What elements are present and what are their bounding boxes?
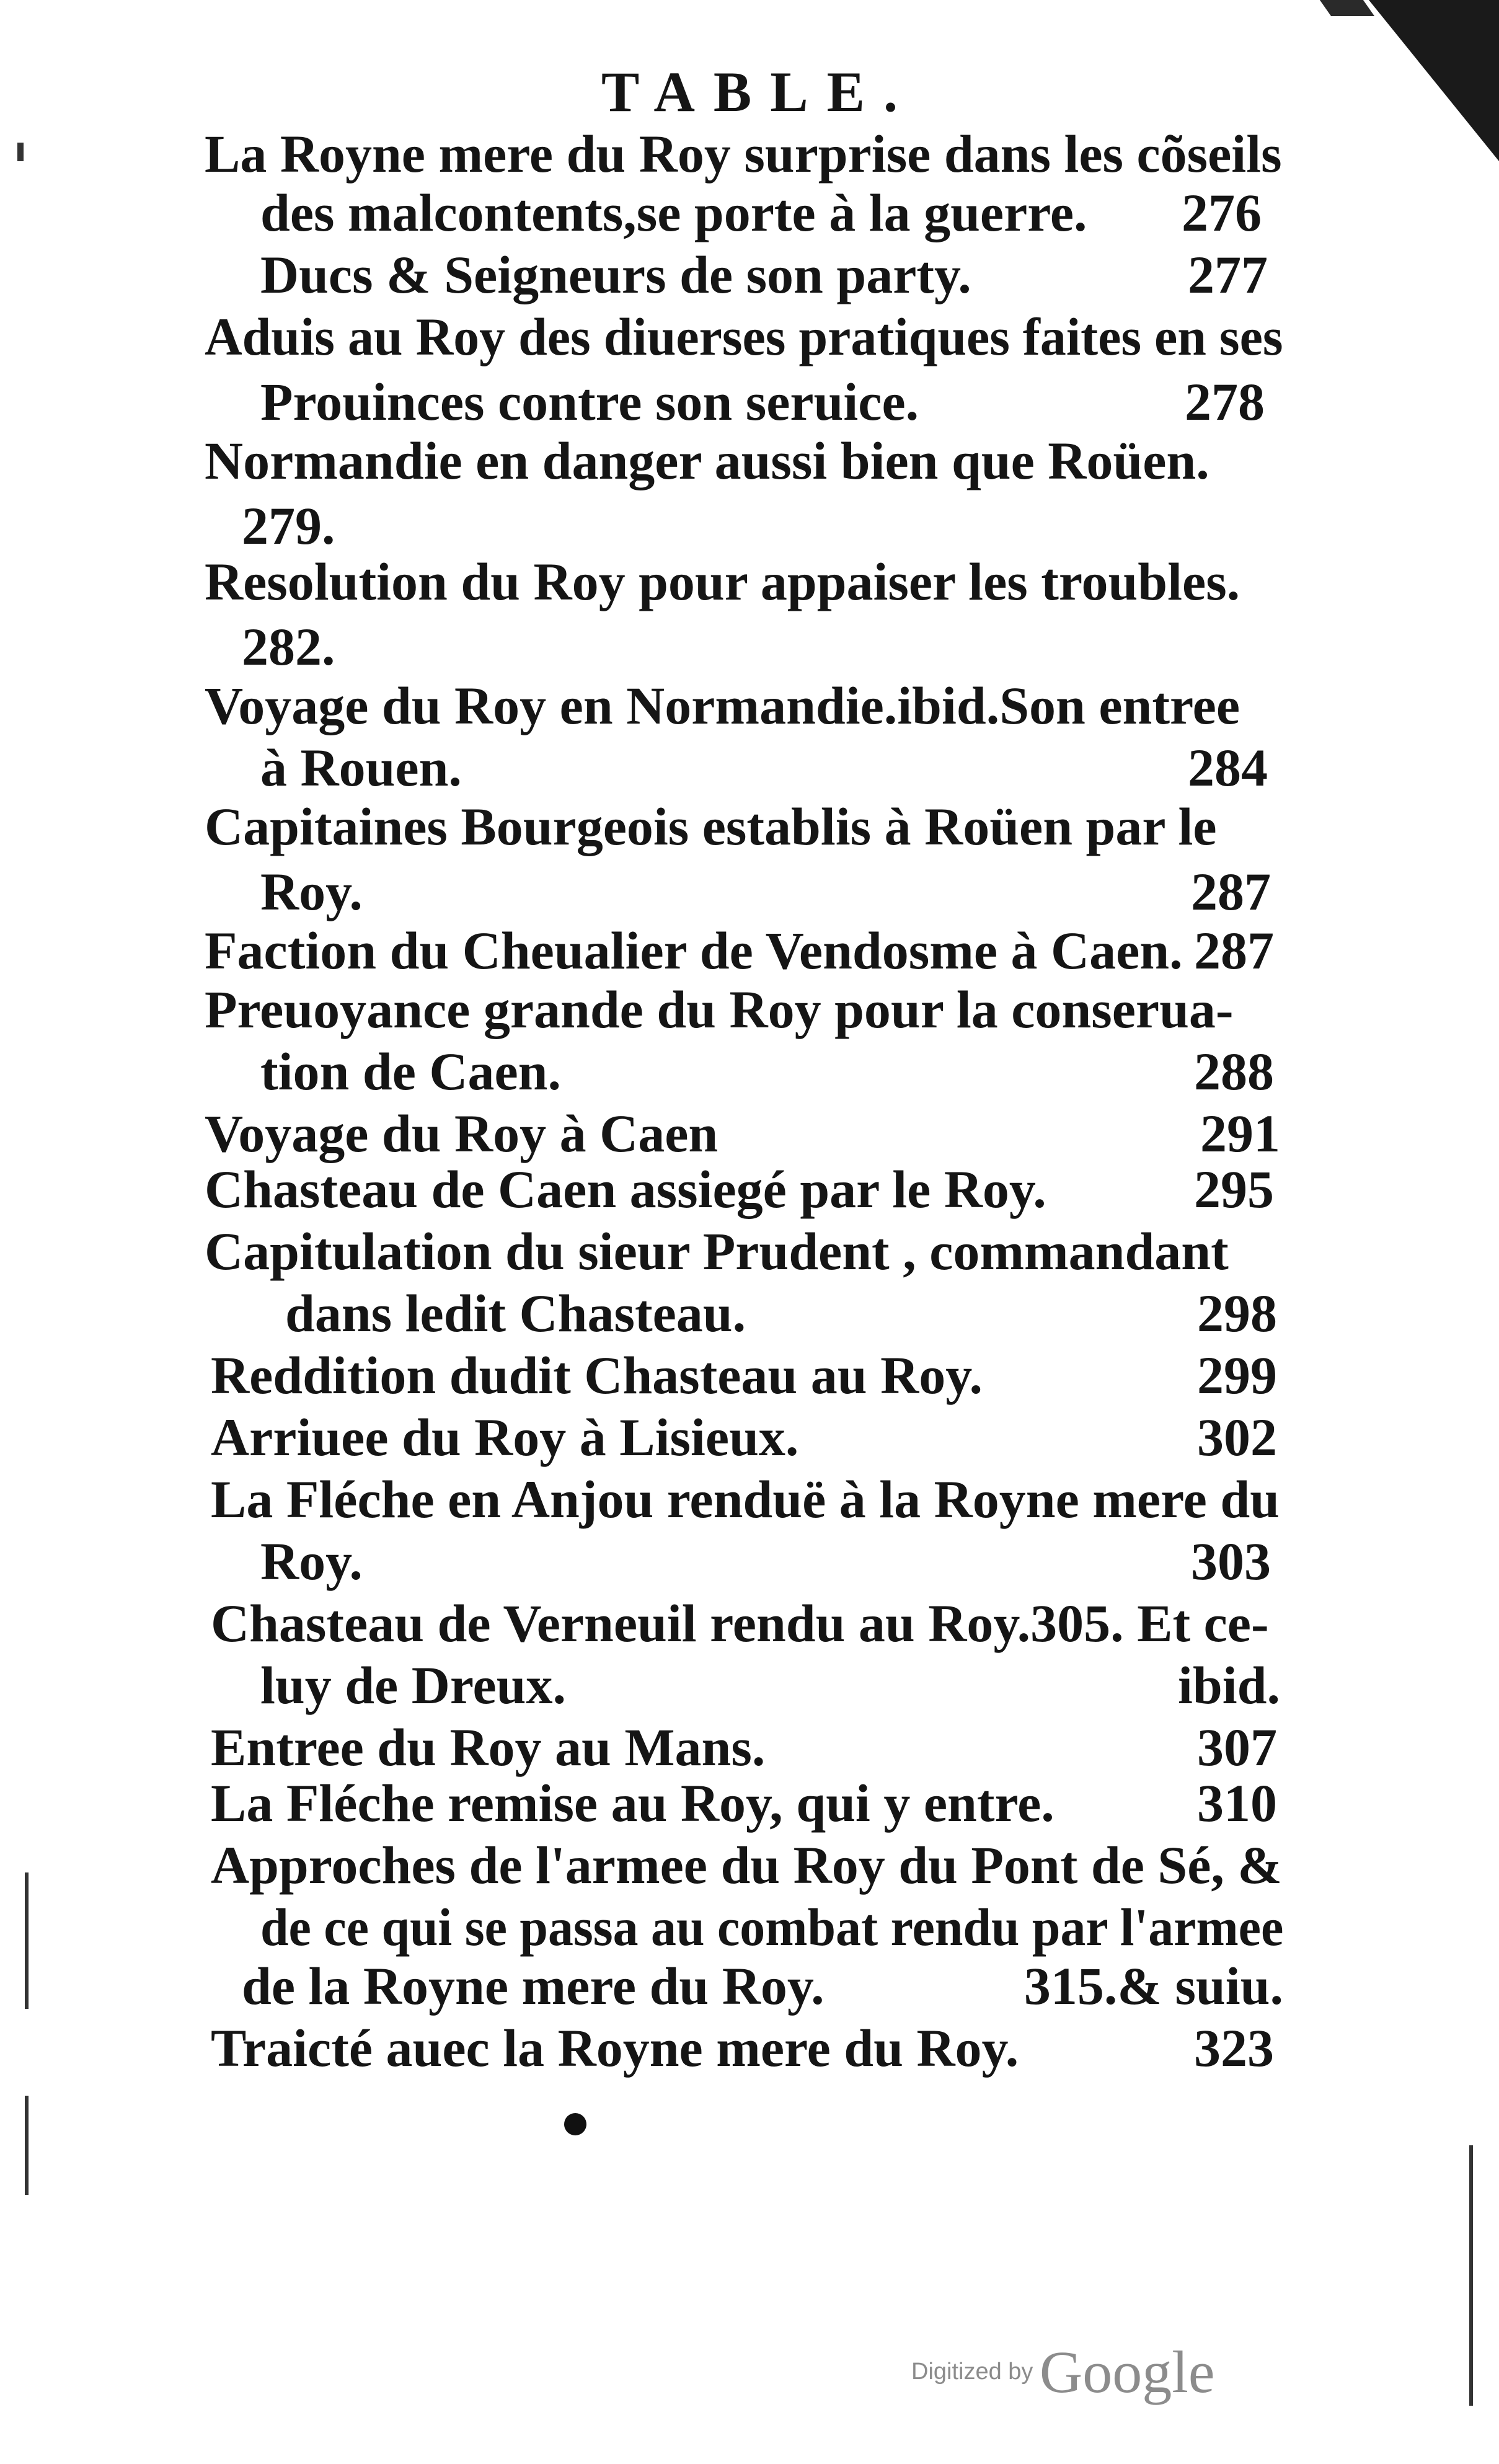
toc-entry-text: de la Royne mere du Roy. [242,1956,825,2016]
toc-entry-page: 315.& suiu. [1024,1956,1283,2016]
toc-entry-text: Normandie en danger aussi bien que Roüen. [205,431,1209,490]
toc-entry-text: Arriuee du Roy à Lisieux. [211,1407,799,1467]
toc-entry-text: Reddition dudit Chasteau au Roy. [211,1345,983,1405]
toc-entry-text: à Rouen. [260,738,462,797]
watermark-logo: Google [1039,2339,1215,2405]
toc-entry-page: 284 [1188,738,1268,797]
toc-entry-text: Voyage du Roy en Normandie.ibid.Son entree [205,676,1240,735]
toc-entry-text: Capitulation du sieur Prudent , commandant [205,1221,1229,1281]
header-title: TABLE. [601,60,917,123]
watermark-small: Digitized by [911,2359,1033,2385]
toc-entry-text: Ducs & Seigneurs de son party. [260,245,971,304]
toc-entry-page: 302 [1197,1407,1277,1467]
toc-entry-page: 278 [1185,372,1265,432]
toc-entry-page: 323 [1194,2018,1274,2078]
toc-entry-text: dans ledit Chasteau. [285,1283,746,1343]
toc-entry-page: 291 [1200,1104,1280,1163]
toc-entry-page: ibid. [1178,1655,1280,1715]
margin-mark [17,143,24,161]
toc-entry-text: Faction du Cheualier de Vendosme à Caen. [205,921,1183,980]
margin-mark [1469,2145,1473,2406]
ornament-bullet [564,2113,586,2135]
toc-entry-page: 287 [1191,862,1271,921]
toc-entry-text: tion de Caen. [260,1042,561,1101]
toc-entry-page: 298 [1197,1283,1277,1343]
toc-entry-page: 277 [1188,245,1268,304]
toc-entry-text: Chasteau de Verneuil rendu au Roy.305. Et ce- [211,1593,1269,1653]
toc-entry-text: 279. [242,496,335,556]
toc-entry-page: 276 [1182,183,1262,242]
toc-entry-text: de ce qui se passa au combat rendu par l'armee [260,1897,1284,1957]
toc-entry-text: Traicté auec la Royne mere du Roy. [211,2018,1019,2078]
toc-entry-text: La Fléche remise au Roy, qui y entre. [211,1773,1055,1833]
toc-entry-page: 299 [1197,1345,1277,1405]
toc-entry-page: 295 [1194,1159,1274,1219]
toc-entry-text: des malcontents,se porte à la guerre. [260,183,1087,242]
toc-entry-text: Entree du Roy au Mans. [211,1717,766,1777]
watermark [911,2338,1214,2406]
toc-entry-page: 307 [1197,1717,1277,1777]
margin-mark [25,1872,29,2009]
toc-entry-text: La Royne mere du Roy surprise dans les cõseils [205,124,1282,184]
toc-entry-text: Voyage du Roy à Caen [205,1104,719,1163]
margin-mark [25,2096,29,2195]
toc-entry-text: Roy. [260,1531,363,1591]
page-corner-strip [1320,0,1374,16]
page-header [0,59,1499,125]
toc-entry-text: Aduis au Roy des diuerses pratiques faites en ses [205,307,1283,366]
toc-entry-text: Approches de l'armee du Roy du Pont de Sé, & [211,1835,1283,1895]
toc-entry-text: 282. [242,617,335,676]
toc-entry-page: 288 [1194,1042,1274,1101]
toc-entry-text: Resolution du Roy pour appaiser les troubles. [205,552,1240,611]
toc-entry-text: Preuoyance grande du Roy pour la conserua- [205,980,1234,1039]
toc-entry-text: luy de Dreux. [260,1655,566,1715]
toc-entry-text: Capitaines Bourgeois establis à Roüen par le [205,797,1217,856]
toc-entry-page: 303 [1191,1531,1271,1591]
toc-entry-text: Roy. [260,862,363,921]
toc-entry-page: 310 [1197,1773,1277,1833]
toc-entry-text: La Fléche en Anjou renduë à la Royne mere du [211,1469,1280,1529]
toc-entry-text: Prouinces contre son seruice. [260,372,919,432]
toc-entry-text: Chasteau de Caen assiegé par le Roy. [205,1159,1046,1219]
toc-entry-page: 287 [1194,921,1274,980]
